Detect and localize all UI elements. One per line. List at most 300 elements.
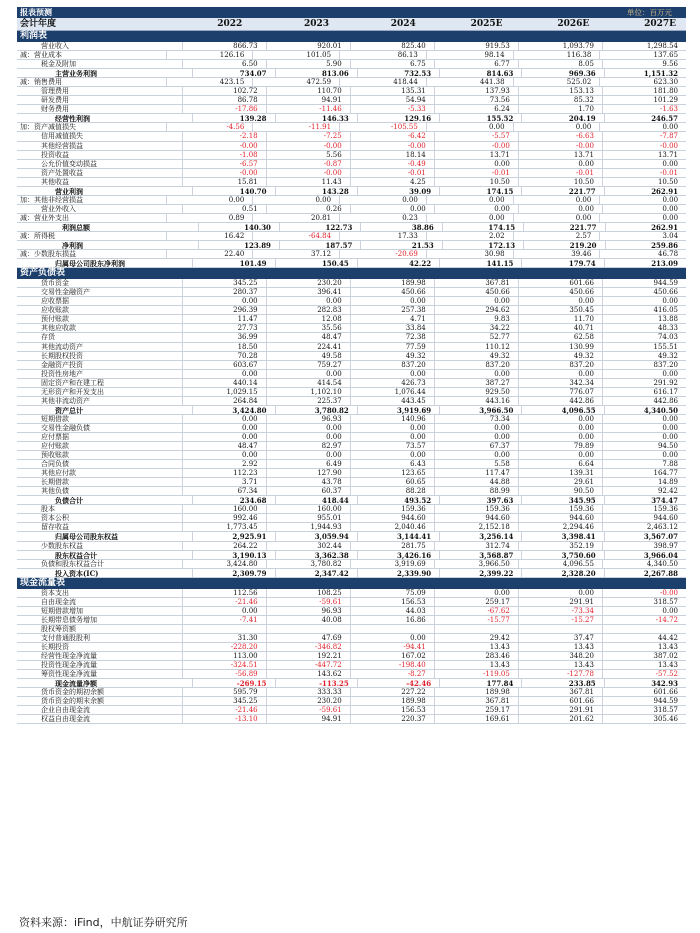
value-cell: 35.56 <box>266 324 350 332</box>
table-row <box>17 634 686 643</box>
table-row <box>17 661 686 670</box>
value-cell: 1,151.32 <box>604 69 686 77</box>
value-cell: 866.73 <box>182 42 266 50</box>
value-cell: 139.31 <box>518 469 602 477</box>
section-header: 现金流量表 <box>17 578 686 589</box>
value-cell: 201.62 <box>518 715 602 723</box>
table-row <box>17 223 686 232</box>
value-cell: 44.42 <box>602 634 686 642</box>
value-cell: 39.09 <box>357 187 439 195</box>
value-cell: 944.60 <box>602 514 686 522</box>
value-cell: 123.89 <box>198 241 279 249</box>
value-cell: 837.20 <box>602 361 686 369</box>
row-label: 短期借款 <box>41 414 69 423</box>
value-cell: -21.46 <box>182 598 266 606</box>
table-row <box>17 679 686 688</box>
year-header-cell: 2027E <box>644 19 677 29</box>
value-cell: 13.43 <box>602 643 686 651</box>
value-cell: 129.16 <box>357 114 439 122</box>
value-cell: 418.44 <box>275 496 357 504</box>
value-cell: 44.03 <box>350 607 434 615</box>
table-row <box>17 616 686 625</box>
value-cell: 6.49 <box>266 460 350 468</box>
value-cell: -20.69 <box>339 250 426 258</box>
value-cell: 1,093.79 <box>518 42 602 50</box>
row-label: 投资性现金净流量 <box>41 661 97 670</box>
value-cell: 387.27 <box>434 379 518 387</box>
table-row <box>17 625 686 634</box>
value-cell: 4.71 <box>350 315 434 323</box>
value-cell: 6.50 <box>182 60 266 68</box>
table-body <box>17 31 686 724</box>
value-cell: 0.00 <box>599 196 686 204</box>
value-cell: 367.81 <box>434 697 518 705</box>
table-row <box>17 505 686 514</box>
value-cell: 0.00 <box>434 205 518 213</box>
value-cell: 0.00 <box>166 196 253 204</box>
table-row <box>17 306 686 315</box>
value-cell: 920.01 <box>266 42 350 50</box>
row-label: 其他负债 <box>41 487 69 496</box>
value-cell: 70.28 <box>182 352 266 360</box>
value-cell: 0.00 <box>602 297 686 305</box>
value-cell: 616.17 <box>602 388 686 396</box>
value-cell: 0.00 <box>182 297 266 305</box>
value-cell: 230.20 <box>266 697 350 705</box>
table-row <box>17 114 686 123</box>
value-cell: 127.90 <box>266 469 350 477</box>
value-cell: 367.81 <box>434 279 518 287</box>
value-cell: 374.47 <box>604 496 686 504</box>
value-cell: 443.16 <box>434 397 518 405</box>
value-cell: 20.81 <box>252 214 339 222</box>
table-row <box>17 496 686 505</box>
value-cell: 48.47 <box>182 442 266 450</box>
value-cell: 0.00 <box>518 589 602 597</box>
table-row <box>17 132 686 141</box>
value-cell: 13.71 <box>518 151 602 159</box>
row-label: 资本公积 <box>41 514 69 523</box>
value-cell: -113.25 <box>275 679 357 687</box>
value-cell: -0.00 <box>266 169 350 177</box>
row-label: 其他应付款 <box>41 469 76 478</box>
row-label: 货币资金 <box>41 279 69 288</box>
row-label: 交易性金融资产 <box>41 288 90 297</box>
row-label: 减：营业外支出 <box>20 213 69 222</box>
value-cell: 2,399.22 <box>439 569 521 577</box>
value-cell: 387.02 <box>602 652 686 660</box>
value-cell: 0.00 <box>518 451 602 459</box>
table-row <box>17 42 686 51</box>
value-cell: 159.36 <box>434 505 518 513</box>
value-cell: 398.97 <box>602 542 686 550</box>
value-cell: 110.12 <box>434 343 518 351</box>
value-cell: -15.77 <box>434 616 518 624</box>
value-cell: 776.07 <box>518 388 602 396</box>
value-cell: 2,267.88 <box>604 569 686 577</box>
value-cell: 3,966.04 <box>604 551 686 559</box>
value-cell: 282.83 <box>266 306 350 314</box>
row-label: 投入资本(IC) <box>55 568 99 577</box>
value-cell: 49.32 <box>602 352 686 360</box>
row-label: 应付票据 <box>41 432 69 441</box>
year-header-cell: 2023 <box>303 19 330 29</box>
value-cell: 291.91 <box>518 598 602 606</box>
value-cell: 0.00 <box>266 433 350 441</box>
table-row <box>17 78 686 87</box>
value-cell: -5.33 <box>350 105 434 113</box>
value-cell: 3,424.80 <box>192 406 274 414</box>
value-cell: 37.12 <box>252 250 339 258</box>
value-cell: 49.32 <box>350 352 434 360</box>
value-cell: 67.34 <box>182 487 266 495</box>
value-cell: -59.61 <box>266 706 350 714</box>
value-cell: 493.52 <box>357 496 439 504</box>
value-cell: 16.86 <box>350 616 434 624</box>
value-cell: 5.56 <box>266 151 350 159</box>
value-cell: 2.02 <box>426 232 513 240</box>
value-cell: 318.57 <box>602 706 686 714</box>
value-cell: -59.61 <box>266 598 350 606</box>
value-cell: 418.44 <box>339 78 426 86</box>
value-cell: 944.60 <box>350 514 434 522</box>
year-header-cell: 2025E <box>470 19 503 29</box>
value-cell <box>182 625 266 633</box>
table-row <box>17 361 686 370</box>
value-cell: 143.28 <box>275 187 357 195</box>
value-cell: -11.91 <box>252 123 339 131</box>
value-cell: 601.66 <box>518 279 602 287</box>
value-cell: -67.62 <box>434 607 518 615</box>
row-label: 其他应收款 <box>41 324 76 333</box>
value-cell: 441.38 <box>426 78 513 86</box>
value-cell <box>266 625 350 633</box>
value-cell: -0.00 <box>182 142 266 150</box>
row-label: 营业收入 <box>41 42 69 50</box>
value-cell: 10.50 <box>434 178 518 186</box>
value-cell: 312.74 <box>434 542 518 550</box>
row-label: 预付账款 <box>41 315 69 324</box>
value-cell: 2,925.91 <box>192 532 274 540</box>
value-cell: 86.13 <box>339 51 426 59</box>
value-cell: 929.50 <box>434 388 518 396</box>
value-cell: 837.20 <box>350 361 434 369</box>
row-label: 其他流动资产 <box>41 342 83 351</box>
value-cell: 3,568.87 <box>439 551 521 559</box>
year-header-cell: 2026E <box>557 19 590 29</box>
value-cell: 15.81 <box>182 178 266 186</box>
value-cell: 603.67 <box>182 361 266 369</box>
value-cell: -17.86 <box>182 105 266 113</box>
value-cell: 0.00 <box>599 214 686 222</box>
value-cell: -0.00 <box>602 589 686 597</box>
value-cell: 94.50 <box>602 442 686 450</box>
value-cell: 426.73 <box>350 379 434 387</box>
value-cell: 0.00 <box>518 370 602 378</box>
row-label: 减：销售费用 <box>20 78 62 87</box>
value-cell: 73.57 <box>350 442 434 450</box>
value-cell: 4.25 <box>350 178 434 186</box>
value-cell: 181.80 <box>602 87 686 95</box>
value-cell: 5.58 <box>434 460 518 468</box>
row-label: 交易性金融负债 <box>41 423 90 432</box>
table-row <box>17 196 686 205</box>
value-cell: 342.34 <box>518 379 602 387</box>
value-cell: 102.72 <box>182 87 266 95</box>
value-cell: 39.46 <box>513 250 600 258</box>
value-cell: 13.71 <box>602 151 686 159</box>
row-label: 研发费用 <box>41 96 69 105</box>
table-row <box>17 551 686 560</box>
row-label: 减：少数股东损益 <box>20 250 76 259</box>
value-cell: -324.51 <box>182 661 266 669</box>
value-cell: 98.14 <box>426 51 513 59</box>
value-cell: 0.00 <box>426 196 513 204</box>
value-cell: 79.89 <box>518 442 602 450</box>
value-cell: 0.00 <box>182 607 266 615</box>
value-cell: 3,362.38 <box>275 551 357 559</box>
row-label: 主营业务利润 <box>55 69 97 78</box>
value-cell: 192.21 <box>266 652 350 660</box>
row-label: 企业自由现金流 <box>41 706 90 715</box>
value-cell: -64.84 <box>252 232 339 240</box>
table-row <box>17 607 686 616</box>
value-cell: 6.24 <box>434 105 518 113</box>
value-cell: 1,298.54 <box>602 42 686 50</box>
table-row <box>17 487 686 496</box>
row-label: 预收账款 <box>41 451 69 460</box>
row-label: 应收票据 <box>41 297 69 306</box>
value-cell: 944.59 <box>602 697 686 705</box>
row-label: 税金及附加 <box>41 60 76 69</box>
value-cell: 0.00 <box>602 424 686 432</box>
value-cell: 992.46 <box>182 514 266 522</box>
value-cell: -73.34 <box>518 607 602 615</box>
value-cell: 4,096.55 <box>521 406 603 414</box>
value-cell: 0.00 <box>182 370 266 378</box>
value-cell: 3.04 <box>599 232 686 240</box>
value-cell: 3.71 <box>182 478 266 486</box>
table-row <box>17 424 686 433</box>
value-cell: -14.72 <box>602 616 686 624</box>
value-cell: 280.37 <box>182 288 266 296</box>
value-cell: 0.00 <box>518 424 602 432</box>
value-cell: 423.15 <box>166 78 253 86</box>
value-cell: -11.46 <box>266 105 350 113</box>
value-cell: 2,347.42 <box>275 569 357 577</box>
year-header-cell: 2022 <box>217 19 243 29</box>
row-label: 权益自由现金流 <box>41 715 90 724</box>
value-cell: 146.33 <box>275 114 357 122</box>
value-cell: 2,309.79 <box>192 569 274 577</box>
value-cell: 101.05 <box>252 51 339 59</box>
value-cell: 140.96 <box>350 415 434 423</box>
value-cell: 86.78 <box>182 96 266 104</box>
value-cell: -0.01 <box>518 169 602 177</box>
value-cell: 10.50 <box>602 178 686 186</box>
value-cell: 3,966.50 <box>439 406 521 414</box>
table-row <box>17 643 686 652</box>
table-row <box>17 105 686 114</box>
value-cell: 13.43 <box>518 661 602 669</box>
value-cell: 36.99 <box>182 333 266 341</box>
value-cell: 3,750.60 <box>521 551 603 559</box>
value-cell: 29.61 <box>518 478 602 486</box>
value-cell: 13.71 <box>434 151 518 159</box>
value-cell: 116.38 <box>513 51 600 59</box>
year-header-cell: 2024 <box>390 19 416 29</box>
value-cell: 18.14 <box>350 151 434 159</box>
table-row <box>17 388 686 397</box>
value-cell: 31.30 <box>182 634 266 642</box>
value-cell: 160.00 <box>266 505 350 513</box>
value-cell: -198.40 <box>350 661 434 669</box>
row-label: 营业利润 <box>55 186 83 195</box>
value-cell: 3,780.82 <box>275 406 357 414</box>
value-cell: 350.45 <box>518 306 602 314</box>
value-cell <box>350 625 434 633</box>
row-label: 股本 <box>41 505 55 514</box>
value-cell: 42.22 <box>357 259 439 267</box>
row-label: 减：营业成本 <box>20 51 62 60</box>
value-cell: 126.16 <box>166 51 253 59</box>
value-cell: 62.58 <box>518 333 602 341</box>
value-cell: 969.36 <box>521 69 603 77</box>
table-row <box>17 279 686 288</box>
table-title-bar <box>17 7 686 18</box>
table-row <box>17 96 686 105</box>
value-cell: 73.56 <box>434 96 518 104</box>
table-row <box>17 569 686 578</box>
table-row <box>17 542 686 551</box>
value-cell: 230.20 <box>266 279 350 287</box>
table-row <box>17 123 686 132</box>
value-cell: 1,944.93 <box>266 523 350 531</box>
row-label: 归属母公司股东净利润 <box>55 259 125 268</box>
value-cell: 52.77 <box>434 333 518 341</box>
value-cell: 837.20 <box>434 361 518 369</box>
value-cell: 13.43 <box>434 643 518 651</box>
value-cell: 813.06 <box>275 69 357 77</box>
value-cell: 174.15 <box>439 187 521 195</box>
table-row <box>17 297 686 306</box>
value-cell: 0.00 <box>266 370 350 378</box>
table-title: 报表预测 <box>20 7 52 17</box>
value-cell: 262.91 <box>604 187 686 195</box>
value-cell: -0.49 <box>350 160 434 168</box>
value-cell: 72.38 <box>350 333 434 341</box>
value-cell: 46.78 <box>599 250 686 258</box>
value-cell: 414.54 <box>266 379 350 387</box>
value-cell: 13.88 <box>602 315 686 323</box>
value-cell: 2.92 <box>182 460 266 468</box>
value-cell: 141.15 <box>439 259 521 267</box>
row-label: 长期股权投资 <box>41 351 83 360</box>
value-cell: 11.43 <box>266 178 350 186</box>
value-cell: 189.98 <box>350 279 434 287</box>
value-cell: 3,398.41 <box>521 532 603 540</box>
table-row <box>17 415 686 424</box>
row-label: 应收账款 <box>41 306 69 315</box>
value-cell: 18.50 <box>182 343 266 351</box>
value-cell: 94.91 <box>266 715 350 723</box>
value-cell: 0.00 <box>434 370 518 378</box>
value-cell: 44.88 <box>434 478 518 486</box>
row-label: 营业外收入 <box>41 204 76 213</box>
row-label: 股东权益合计 <box>55 550 97 559</box>
value-cell: 12.08 <box>266 315 350 323</box>
value-cell: -6.42 <box>350 132 434 140</box>
row-label: 短期借款增加 <box>41 606 83 615</box>
row-label: 自由现金流 <box>41 597 76 606</box>
table-row <box>17 169 686 178</box>
value-cell: 8.05 <box>518 60 602 68</box>
value-cell: 96.93 <box>266 607 350 615</box>
row-label: 资产总计 <box>55 405 83 414</box>
value-cell: 0.00 <box>513 214 600 222</box>
value-cell: 0.00 <box>518 205 602 213</box>
table-row <box>17 87 686 96</box>
value-cell: 82.97 <box>266 442 350 450</box>
row-label: 负债合计 <box>55 496 83 505</box>
value-cell: 49.32 <box>434 352 518 360</box>
value-cell: 2,463.12 <box>602 523 686 531</box>
value-cell: 137.65 <box>599 51 686 59</box>
value-cell: 47.69 <box>266 634 350 642</box>
row-label: 固定资产和在建工程 <box>41 378 104 387</box>
value-cell: 7.88 <box>602 460 686 468</box>
table-row <box>17 324 686 333</box>
value-cell: 13.43 <box>434 661 518 669</box>
value-cell: 0.00 <box>518 415 602 423</box>
value-cell: 0.00 <box>350 424 434 432</box>
value-cell: 0.00 <box>602 160 686 168</box>
value-cell: 348.20 <box>518 652 602 660</box>
value-cell: 33.84 <box>350 324 434 332</box>
value-cell: -7.25 <box>266 132 350 140</box>
value-cell: 169.61 <box>434 715 518 723</box>
value-cell: 0.00 <box>350 370 434 378</box>
value-cell: -346.82 <box>266 643 350 651</box>
financial-forecast-table <box>17 7 686 724</box>
value-cell: 221.77 <box>521 187 603 195</box>
value-cell: 450.66 <box>350 288 434 296</box>
value-cell: 29.42 <box>434 634 518 642</box>
value-cell: 345.95 <box>521 496 603 504</box>
value-cell: 4,340.50 <box>602 560 686 568</box>
table-row <box>17 406 686 415</box>
row-label: 其他收益 <box>41 177 69 186</box>
value-cell: 60.65 <box>350 478 434 486</box>
value-cell: 601.66 <box>518 697 602 705</box>
table-row <box>17 142 686 151</box>
table-row <box>17 315 686 324</box>
table-row <box>17 151 686 160</box>
value-cell: 3,919.69 <box>357 406 439 414</box>
value-cell: 0.00 <box>434 424 518 432</box>
value-cell: 0.00 <box>513 196 600 204</box>
value-cell: 219.20 <box>523 241 604 249</box>
value-cell: 0.00 <box>252 196 339 204</box>
value-cell: 3,059.94 <box>275 532 357 540</box>
value-cell: 38.86 <box>360 223 441 231</box>
value-cell: -0.87 <box>266 160 350 168</box>
table-row <box>17 397 686 406</box>
value-cell: 156.53 <box>350 598 434 606</box>
value-cell <box>518 625 602 633</box>
value-cell: 13.43 <box>602 661 686 669</box>
row-label: 无形资产和开发支出 <box>41 387 104 396</box>
